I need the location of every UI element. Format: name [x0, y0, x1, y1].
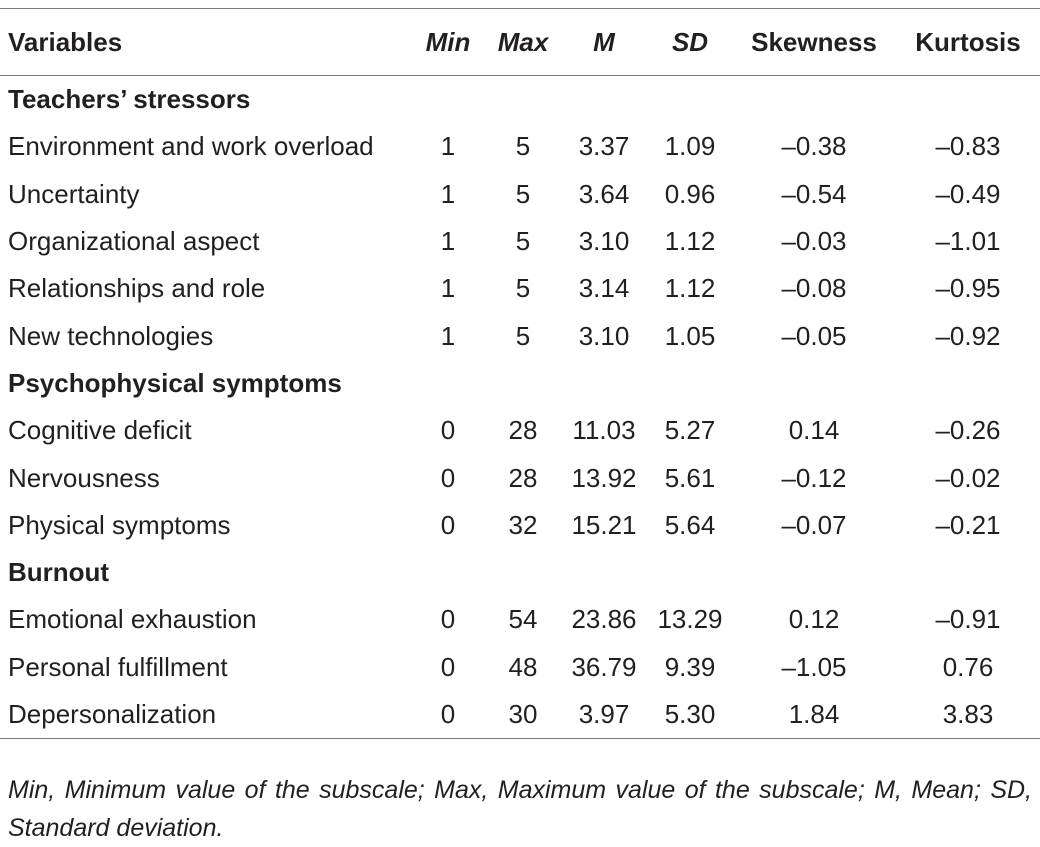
cell-min: 0 — [440, 415, 456, 446]
cell-variable: Depersonalization — [8, 699, 217, 729]
header-row — [0, 9, 1040, 76]
cell-kurtosis: –0.95 — [935, 273, 1001, 304]
cell-variable: New technologies — [8, 320, 214, 351]
cell-min: 1 — [440, 226, 456, 257]
cell-sd: 5.27 — [664, 415, 716, 446]
cell-min: 1 — [440, 178, 456, 209]
cell-kurtosis: –0.49 — [935, 178, 1001, 209]
cell-min: 0 — [440, 509, 456, 540]
cell-variable: Uncertainty — [8, 178, 140, 209]
cell-kurtosis: 0.76 — [942, 651, 994, 682]
cell-mean: 3.37 — [578, 131, 630, 162]
cell-skewness: –0.08 — [781, 273, 847, 304]
table-row — [0, 123, 1040, 170]
section-title: Psychophysical symptoms — [8, 367, 342, 398]
cell-kurtosis: –1.01 — [935, 226, 1001, 257]
cell-sd: 0.96 — [664, 178, 716, 209]
table-footnote: Min, Minimum value of the subscale; Max, Maximum value of the subscale; M, Mean; SD, Standard deviation. — [8, 776, 1032, 842]
cell-variable: Emotional exhaustion — [8, 604, 257, 635]
cell-variable: Physical symptoms — [8, 509, 231, 540]
descriptive-statistics-table — [0, 8, 1040, 739]
table-row — [0, 171, 1040, 218]
cell-mean: 13.92 — [571, 462, 637, 493]
cell-mean: 3.14 — [578, 273, 630, 304]
table-row — [0, 407, 1040, 454]
cell-max: 5 — [515, 178, 531, 209]
cell-skewness: –0.03 — [781, 226, 847, 257]
cell-min: 1 — [440, 320, 456, 351]
table-row — [0, 644, 1040, 691]
table-row — [0, 691, 1040, 739]
header-variables: Variables — [8, 26, 123, 57]
cell-max: 5 — [515, 320, 531, 351]
header-mean: M — [593, 26, 615, 57]
cell-mean: 23.86 — [571, 604, 637, 635]
cell-kurtosis: –0.21 — [935, 509, 1001, 540]
cell-sd: 5.30 — [664, 699, 716, 729]
section-header-row — [0, 360, 1040, 407]
cell-mean: 3.64 — [578, 178, 630, 209]
cell-skewness: –0.54 — [781, 178, 847, 209]
section-title: Teachers’ stressors — [8, 84, 251, 115]
cell-kurtosis: –0.26 — [935, 415, 1001, 446]
cell-sd: 5.61 — [664, 462, 716, 493]
table-body — [0, 76, 1040, 739]
cell-max: 32 — [508, 509, 538, 540]
cell-sd: 13.29 — [657, 604, 723, 635]
cell-max: 5 — [515, 273, 531, 304]
cell-kurtosis: 3.83 — [942, 699, 994, 729]
header-sd: SD — [671, 26, 709, 57]
cell-sd: 1.12 — [664, 273, 716, 304]
cell-min: 1 — [440, 273, 456, 304]
cell-variable: Cognitive deficit — [8, 415, 192, 446]
cell-variable: Nervousness — [8, 462, 160, 493]
cell-kurtosis: –0.91 — [935, 604, 1001, 635]
cell-skewness: –0.12 — [781, 462, 847, 493]
table-row — [0, 265, 1040, 312]
cell-mean: 3.97 — [578, 699, 630, 729]
cell-skewness: –0.38 — [781, 131, 847, 162]
table-row — [0, 502, 1040, 549]
cell-mean: 3.10 — [578, 226, 630, 257]
cell-kurtosis: –0.02 — [935, 462, 1001, 493]
cell-sd: 1.12 — [664, 226, 716, 257]
table-row — [0, 312, 1040, 359]
cell-variable: Personal fulfillment — [8, 651, 228, 682]
table-row — [0, 596, 1040, 643]
header-kurtosis: Kurtosis — [915, 26, 1021, 57]
cell-variable: Organizational aspect — [8, 226, 260, 257]
cell-mean: 3.10 — [578, 320, 630, 351]
cell-mean: 36.79 — [571, 651, 637, 682]
cell-min: 1 — [440, 131, 456, 162]
cell-max: 28 — [508, 462, 538, 493]
section-header-row — [0, 76, 1040, 124]
header-skewness: Skewness — [751, 26, 877, 57]
cell-max: 5 — [515, 131, 531, 162]
header-min: Min — [425, 26, 471, 57]
cell-skewness: 0.14 — [788, 415, 840, 446]
cell-variable: Environment and work overload — [8, 131, 374, 162]
cell-min: 0 — [440, 604, 456, 635]
cell-mean: 15.21 — [571, 509, 637, 540]
cell-sd: 9.39 — [664, 651, 716, 682]
cell-skewness: –0.05 — [781, 320, 847, 351]
cell-skewness: –1.05 — [781, 651, 847, 682]
cell-min: 0 — [440, 651, 456, 682]
cell-min: 0 — [440, 699, 456, 729]
table-row — [0, 454, 1040, 501]
header-max: Max — [497, 26, 549, 57]
section-header-row — [0, 549, 1040, 596]
cell-variable: Relationships and role — [8, 273, 266, 304]
cell-sd: 1.05 — [664, 320, 716, 351]
cell-sd: 5.64 — [664, 509, 716, 540]
section-title: Burnout — [8, 557, 110, 588]
cell-max: 30 — [508, 699, 538, 729]
cell-sd: 1.09 — [664, 131, 716, 162]
cell-max: 28 — [508, 415, 538, 446]
cell-mean: 11.03 — [572, 415, 636, 446]
table-row — [0, 218, 1040, 265]
cell-kurtosis: –0.83 — [935, 131, 1001, 162]
cell-skewness: 0.12 — [788, 604, 840, 635]
cell-max: 48 — [508, 651, 538, 682]
cell-skewness: 1.84 — [788, 699, 840, 729]
cell-min: 0 — [440, 462, 456, 493]
cell-kurtosis: –0.92 — [935, 320, 1001, 351]
cell-max: 5 — [515, 226, 531, 257]
cell-max: 54 — [508, 604, 538, 635]
cell-skewness: –0.07 — [781, 509, 847, 540]
